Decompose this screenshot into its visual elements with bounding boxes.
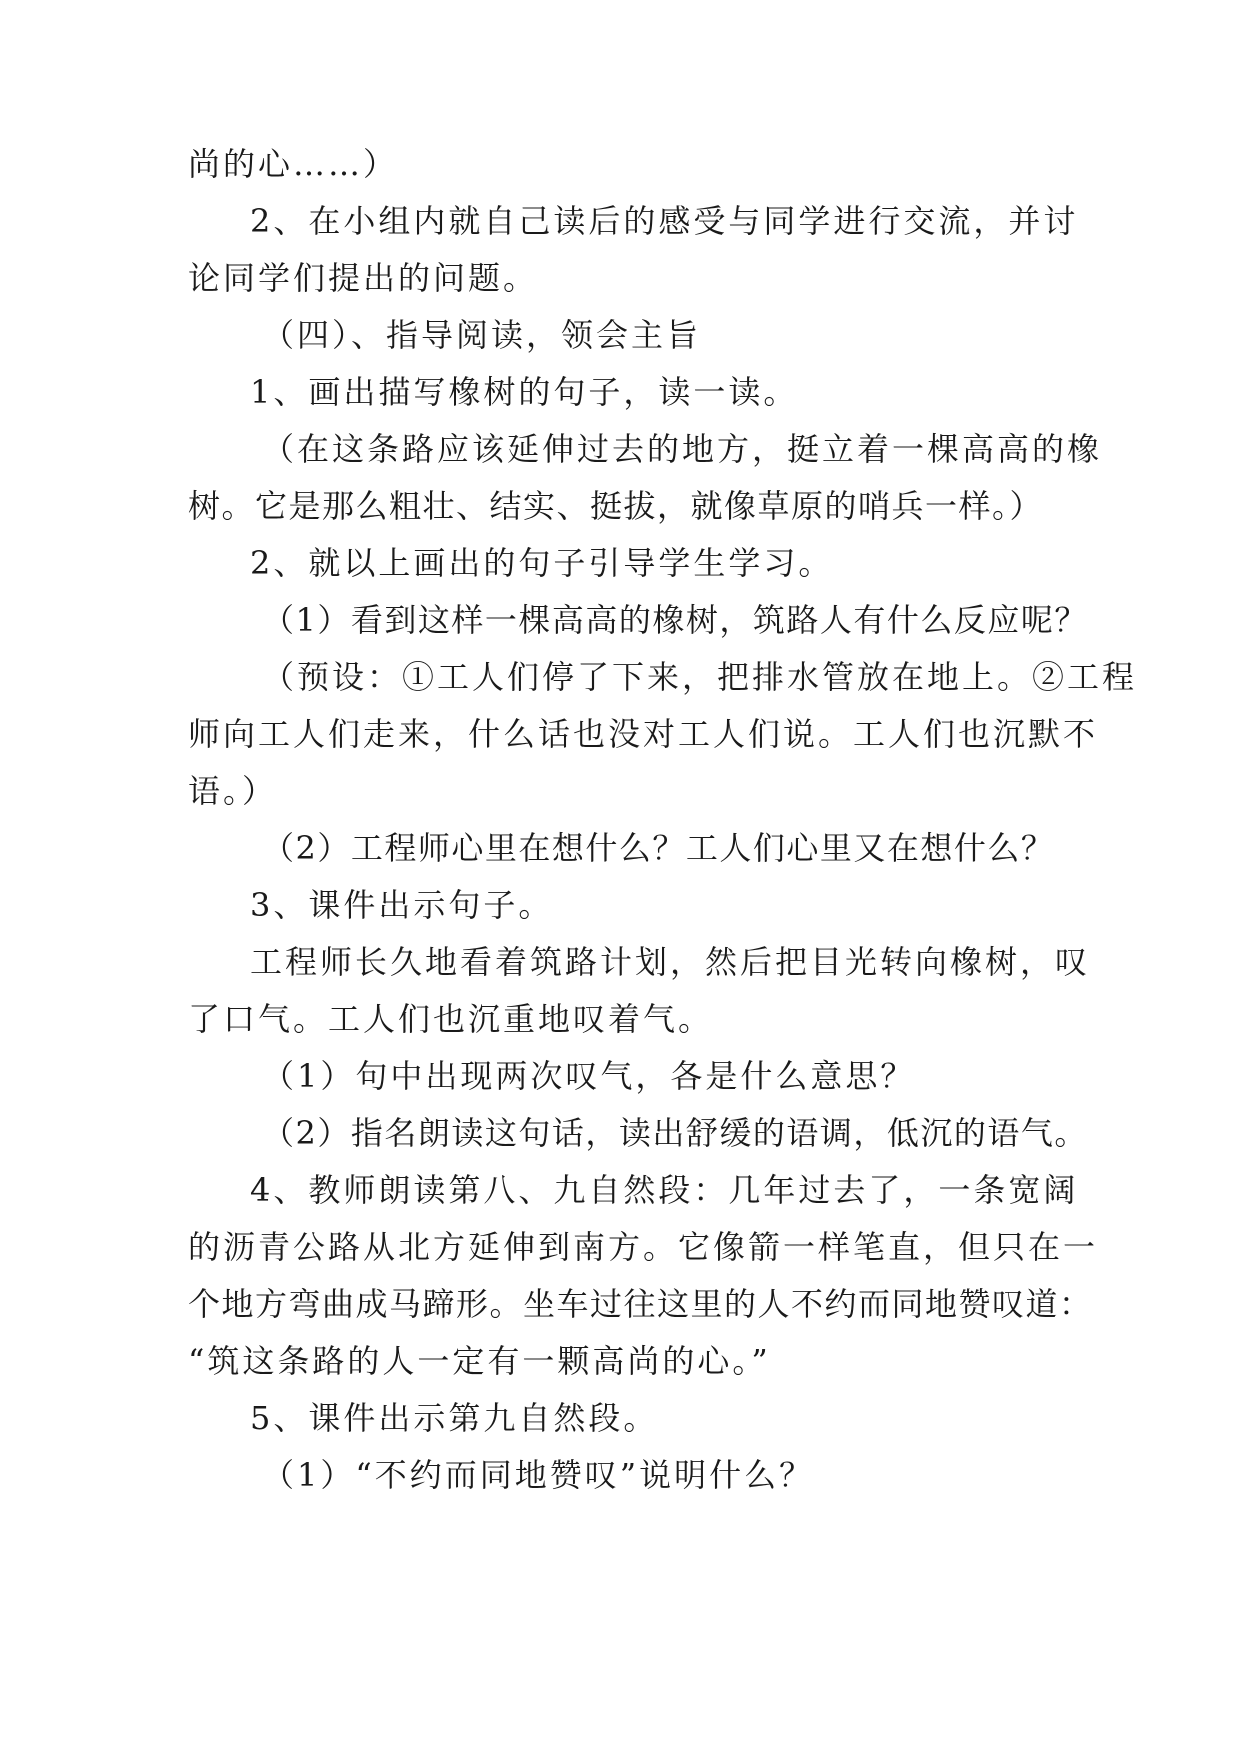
text-line-7: 树。它是那么粗壮、结实、挺拔，就像草原的哨兵一样。） [188,487,1044,525]
text-line-22: “筑这条路的人一定有一颗高尚的心。” [188,1342,771,1380]
text-line-12: 语。） [188,772,278,810]
text-line-9: （1）看到这样一棵高高的橡树，筑路人有什么反应呢？ [262,601,1088,639]
text-line-17: （1）句中出现两次叹气，各是什么意思？ [262,1057,916,1095]
text-line-20: 的沥青公路从北方延伸到南方。它像箭一样笔直，但只在一 [188,1228,1099,1266]
text-line-15: 工程师长久地看着筑路计划，然后把目光转向橡树，叹 [250,943,1091,981]
text-line-13: （2）工程师心里在想什么？工人们心里又在想什么？ [262,829,1055,867]
text-line-23: 5、课件出示第九自然段。 [250,1399,659,1437]
text-line-6: （在这条路应该延伸过去的地方，挺立着一棵高高的橡 [262,430,1103,468]
text-line-10: （预设：①工人们停了下来，把排水管放在地上。②工程 [262,658,1138,696]
text-line-19: 4、教师朗读第八、九自然段：几年过去了，一条宽阔 [250,1171,1079,1209]
section-heading: （四）、指导阅读，领会主旨 [262,316,702,354]
text-line-18: （2）指名朗读这句话，读出舒缓的语调，低沉的语气。 [262,1114,1088,1152]
text-line-16: 了口气。工人们也沉重地叹着气。 [188,1000,714,1038]
text-line-5: 1、画出描写橡树的句子，读一读。 [250,373,799,411]
text-line-14: 3、课件出示句子。 [250,886,554,924]
text-line-2: 2、在小组内就自己读后的感受与同学进行交流，并讨 [250,202,1079,240]
text-line-3: 论同学们提出的问题。 [188,259,539,297]
text-line-11: 师向工人们走来，什么话也没对工人们说。工人们也沉默不 [188,715,1099,753]
text-line-24: （1）“不约而同地赞叹”说明什么？ [262,1456,815,1494]
text-line-1: 尚的心……） [188,145,399,183]
text-line-8: 2、就以上画出的句子引导学生学习。 [250,544,834,582]
text-line-21: 个地方弯曲成马蹄形。坐车过往这里的人不约而同地赞叹道： [188,1285,1093,1323]
